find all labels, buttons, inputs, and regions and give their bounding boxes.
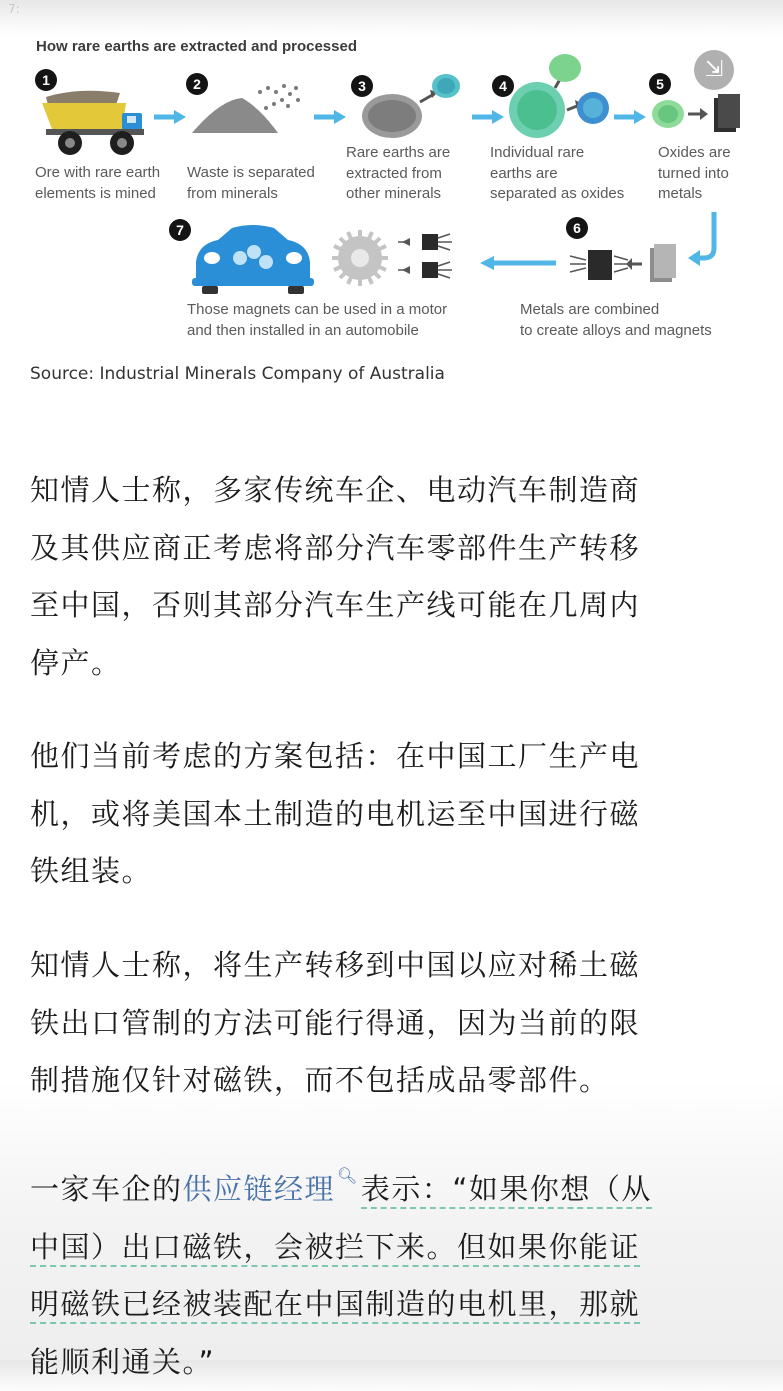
car-icon [188, 222, 318, 294]
arrow-right-icon [612, 108, 648, 126]
step-2-number: 2 [186, 73, 208, 95]
search-icon[interactable]: 🔍︎ [337, 1166, 359, 1185]
supply-chain-manager-link[interactable]: 供应链经理 [182, 1172, 336, 1206]
quote-text-line: 明磁铁已经被装配在中国制造的电机里，那就 [30, 1287, 640, 1324]
infographic-title: How rare earths are extracted and processed [36, 38, 357, 55]
waste-pile-icon [190, 78, 310, 138]
rare-earth-infographic [0, 30, 783, 360]
magnets-icon [398, 234, 460, 288]
step-3-caption: Rare earths are extracted from other minerals [346, 144, 451, 202]
step-3-number: 3 [351, 75, 373, 97]
step-5-caption: Oxides are turned into metals [658, 144, 731, 202]
arrow-right-icon [470, 108, 506, 126]
mineral-cluster-icon [358, 72, 468, 142]
step-7-number: 7 [169, 219, 191, 241]
quote-text-line: 中国）出口磁铁，会被拦下来。但如果你能证 [30, 1230, 640, 1267]
step-1-caption: Ore with rare earth elements is mined [35, 164, 161, 202]
article-paragraph-1: 知情人士称，多家传统车企、电动汽车制造商 及其供应商正考虑将部分汽车零部件生产转移 至中国，否则其部分汽车生产线可能在几周内 停产。 [30, 473, 641, 680]
step-2-caption: Waste is separated from minerals [187, 164, 315, 202]
step-4-number: 4 [492, 75, 514, 97]
step-6-number: 6 [566, 217, 588, 239]
oxides-icon [505, 52, 615, 142]
step-7-caption: Those magnets can be used in a motor and then installed in an automobile [187, 301, 448, 339]
quote-text-end: 能顺利通关。” [30, 1344, 216, 1379]
gear-icon [328, 226, 398, 290]
exit-icon[interactable]: ⇲ [694, 50, 734, 90]
mining-truck-icon [38, 85, 148, 155]
article-paragraph-3: 知情人士称，将生产转移到中国以应对稀土磁 铁出口管制的方法可能行得通，因为当前的限 制措施仅针对磁铁，而不包括成品零部件。 [30, 948, 641, 1097]
alloy-magnet-icon [570, 242, 690, 286]
status-bar [0, 0, 783, 28]
arrow-left-icon [478, 254, 558, 272]
infographic-source: Source: Industrial Minerals Company of Australia [30, 364, 445, 384]
step-1-number: 1 [35, 69, 57, 91]
step-4-caption: Individual rare earths are separated as oxides [490, 144, 625, 202]
arrow-right-icon [152, 108, 188, 126]
arrow-right-icon [312, 108, 348, 126]
curved-arrow-icon [686, 210, 726, 270]
quote-intro: 一家车企的 [30, 1172, 183, 1206]
quote-text-start: 表示：“如果你想（从 [361, 1172, 652, 1209]
step-6-caption: Metals are combined to create alloys and magnets [520, 301, 712, 339]
article-paragraph-4 [30, 1147, 752, 1391]
status-text: 7​:​ [8, 2, 20, 16]
article-paragraph-2: 他们当前考虑的方案包括：在中国工厂生产电 机，或将美国本土制造的电机运至中国进行磁 铁组装。 [30, 739, 641, 888]
step-5-number: 5 [649, 73, 671, 95]
